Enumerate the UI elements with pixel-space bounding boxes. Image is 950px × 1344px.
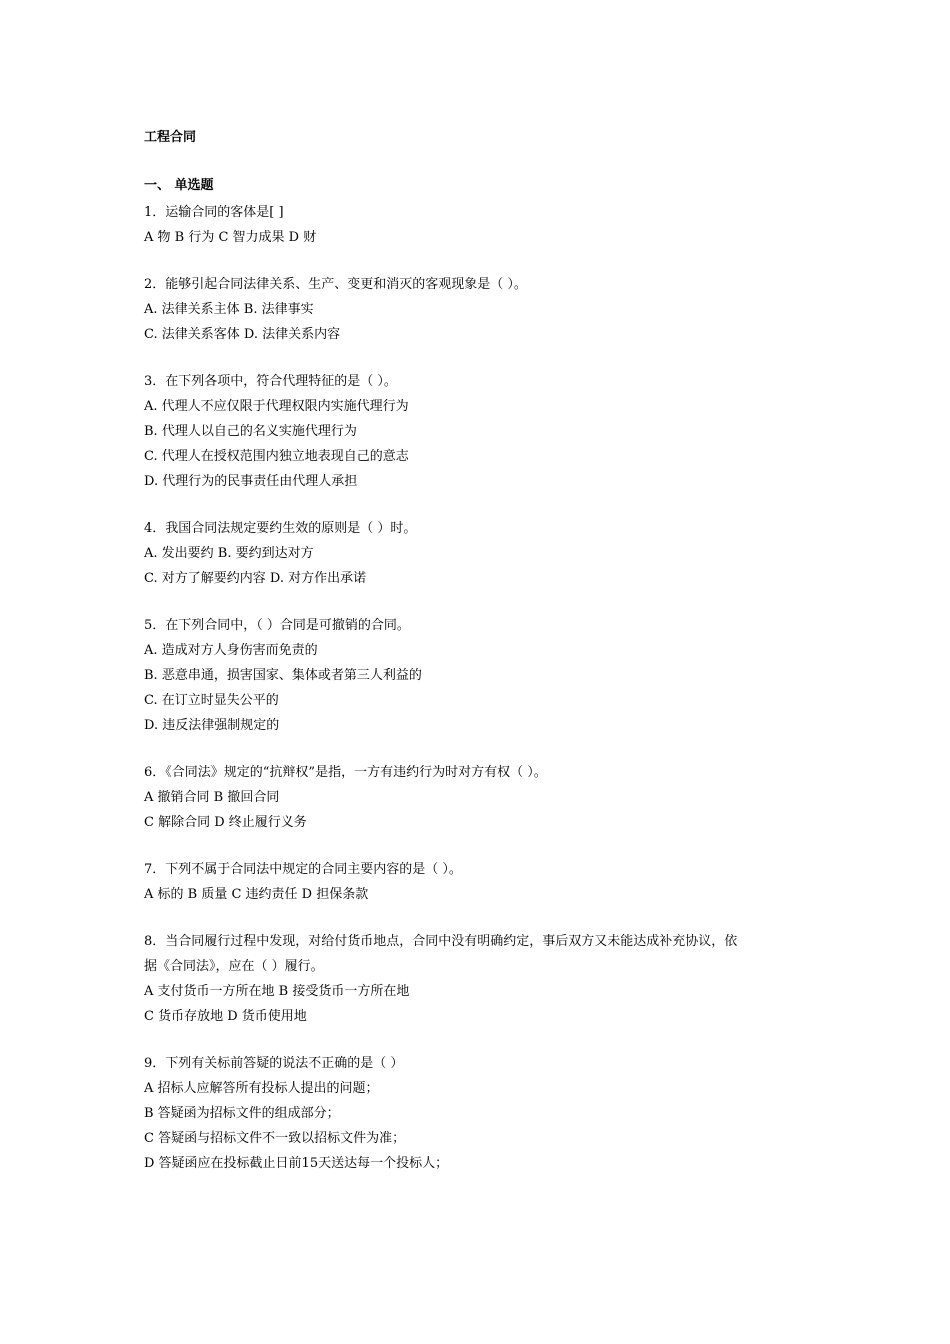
answer-options: A. 代理人不应仅限于代理权限内实施代理行为 bbox=[144, 399, 409, 414]
question-item bbox=[144, 1051, 804, 1176]
question-stem: 8．当合同履行过程中发现，对给付货币地点，合同中没有明确约定，事后双方又未能达成补充协议，依 bbox=[144, 934, 738, 949]
answer-options: A 物 B 行为 C 智力成果 D 财 bbox=[144, 230, 317, 245]
answer-options: C 解除合同 D 终止履行义务 bbox=[144, 815, 307, 830]
document-title: 工程合同 bbox=[144, 130, 197, 145]
answer-options: A 招标人应解答所有投标人提出的问题； bbox=[144, 1081, 379, 1096]
section-heading: 一、 单选题 bbox=[144, 178, 214, 193]
answer-options: A 撤销合同 B 撤回合同 bbox=[144, 790, 280, 805]
answer-options: C. 代理人在授权范围内独立地表现自己的意志 bbox=[144, 449, 409, 464]
question-item bbox=[144, 929, 804, 1029]
question-item bbox=[144, 857, 804, 907]
answer-options: C. 法律关系客体 D. 法律关系内容 bbox=[144, 327, 341, 342]
answer-options: B. 代理人以自己的名义实施代理行为 bbox=[144, 424, 357, 439]
question-stem: 2．能够引起合同法律关系、生产、变更和消灭的客观现象是（ ）。 bbox=[144, 277, 527, 292]
question-stem: 6．《合同法》规定的“抗辩权”是指，一方有违约行为时对方有权（ ）。 bbox=[144, 765, 547, 780]
question-item bbox=[144, 200, 804, 250]
answer-options: C. 对方了解要约内容 D. 对方作出承诺 bbox=[144, 571, 367, 586]
question-stem: 7．下列不属于合同法中规定的合同主要内容的是（ ）。 bbox=[144, 862, 462, 877]
answer-options: C 答疑函与招标文件不一致以招标文件为准； bbox=[144, 1131, 406, 1146]
answer-options: D. 违反法律强制规定的 bbox=[144, 718, 280, 733]
question-list bbox=[144, 200, 804, 1198]
answer-options: C 货币存放地 D 货币使用地 bbox=[144, 1009, 307, 1024]
answer-options: B 答疑函为招标文件的组成部分； bbox=[144, 1106, 340, 1121]
question-item bbox=[144, 272, 804, 347]
question-item bbox=[144, 760, 804, 835]
answer-options: A. 造成对方人身伤害而免责的 bbox=[144, 643, 318, 658]
answer-options: C. 在订立时显失公平的 bbox=[144, 693, 279, 708]
answer-options: D 答疑函应在投标截止日前15天送达每一个投标人； bbox=[144, 1156, 449, 1171]
answer-options: A 支付货币一方所在地 B 接受货币一方所在地 bbox=[144, 984, 410, 999]
answer-options: B. 恶意串通，损害国家、集体或者第三人利益的 bbox=[144, 668, 422, 683]
question-item bbox=[144, 613, 804, 738]
question-stem: 5．在下列合同中，（ ）合同是可撤销的合同。 bbox=[144, 618, 410, 633]
answer-options: A. 法律关系主体 B. 法律事实 bbox=[144, 302, 314, 317]
question-stem: 据《合同法》，应在（ ）履行。 bbox=[144, 959, 324, 974]
answer-options: A. 发出要约 B. 要约到达对方 bbox=[144, 546, 314, 561]
question-stem: 3．在下列各项中，符合代理特征的是（ ）。 bbox=[144, 374, 397, 389]
answer-options: A 标的 B 质量 C 违约责任 D 担保条款 bbox=[144, 887, 369, 902]
question-item bbox=[144, 516, 804, 591]
question-stem: 1．运输合同的客体是[ ] bbox=[144, 205, 284, 220]
question-stem: 9．下列有关标前答疑的说法不正确的是（ ） bbox=[144, 1056, 404, 1071]
question-item bbox=[144, 369, 804, 494]
question-stem: 4．我国合同法规定要约生效的原则是（ ）时。 bbox=[144, 521, 417, 536]
answer-options: D. 代理行为的民事责任由代理人承担 bbox=[144, 474, 358, 489]
